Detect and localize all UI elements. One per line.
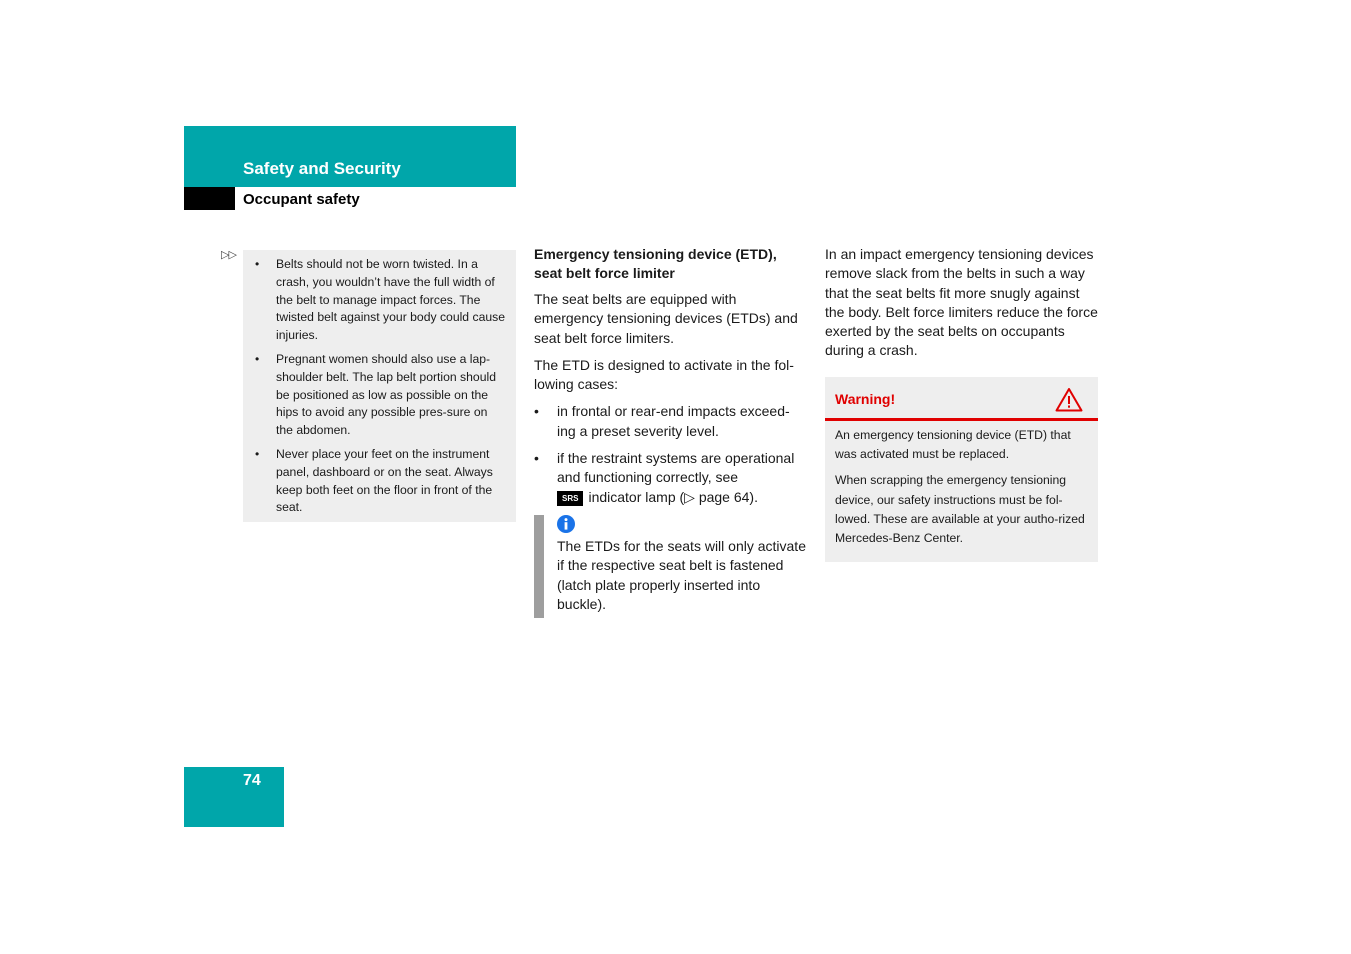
bullet-text: if the restraint systems are operational and functioning correctly, see xyxy=(557,450,795,486)
etd-heading: Emergency tensioning device (ETD), seat belt force limiter xyxy=(534,246,777,281)
etd-cases-paragraph: The ETD is designed to activate in the fol-lowing cases: xyxy=(534,356,794,393)
etd-intro-paragraph: The seat belts are equipped with emergency tensioning devices (ETDs) and seat belt force limiters. xyxy=(534,291,798,346)
continued-warning-panel xyxy=(243,250,516,522)
list-item: • Never place your feet on the instrument panel, dashboard or on the seat. Always keep both feet on the floor in front of the seat. xyxy=(253,446,506,517)
section-title: Safety and Security xyxy=(243,159,401,178)
page-reference-text: indicator lamp (▷ page 64). xyxy=(588,488,758,505)
list-item: • Pregnant women should also use a lap-shoulder belt. The lap belt portion should be positioned as low as possible on the hips to avoid any possible pres-sure on the abdomen. xyxy=(253,351,506,440)
page-number-tab xyxy=(184,767,284,827)
srs-indicator-icon: SRS xyxy=(557,491,583,506)
subsection-marker xyxy=(184,187,235,210)
info-note xyxy=(534,515,806,618)
warning-bullet-list xyxy=(253,256,506,517)
right-column xyxy=(825,245,1098,562)
list-item xyxy=(534,449,806,507)
warning-triangle-icon xyxy=(1055,387,1083,412)
info-icon xyxy=(557,515,575,533)
warning-box xyxy=(825,377,1098,562)
warning-paragraph: An emergency tensioning device (ETD) that was activated must be replaced. xyxy=(835,427,1071,462)
belt-limiter-paragraph: In an impact emergency tensioning devices remove slack from the belts in such a way that the seat belts fit more snugly against the body. Belt force limiters reduce the force exerted by the seat belts on occupants during a crash. xyxy=(825,246,1098,359)
etd-cases-list xyxy=(534,402,806,506)
warning-paragraph: When scrapping the emergency tensioning device, our safety instructions must be fol-lowed. These are available at your autho-rized Mercedes-Benz Center. xyxy=(835,473,1085,546)
list-item: • Belts should not be worn twisted. In a crash, you wouldn’t have the full width of the belt to manage impact forces. The twisted belt against your body could cause injuries. xyxy=(253,256,506,345)
subsection-title: Occupant safety xyxy=(243,191,360,208)
info-bar xyxy=(534,515,544,618)
middle-column xyxy=(534,245,806,618)
info-text: The ETDs for the seats will only activate if the respective seat belt is fastened (latch plate properly inserted into buckle). xyxy=(557,537,806,612)
page-number: 74 xyxy=(243,772,261,789)
warning-body xyxy=(825,421,1098,549)
warning-title: Warning! xyxy=(835,390,896,407)
continuation-arrows-icon: ▷▷ xyxy=(221,249,236,261)
warning-header xyxy=(825,377,1098,421)
list-item: • in frontal or rear-end impacts exceed-ing a preset severity level. xyxy=(534,402,806,441)
